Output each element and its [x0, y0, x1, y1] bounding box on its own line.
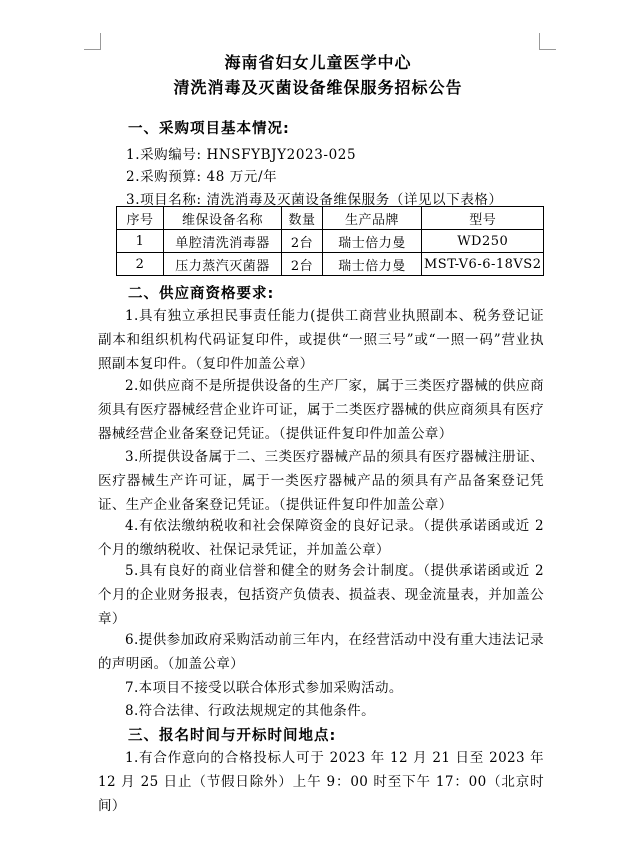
crop-mark-top-left	[84, 33, 101, 50]
document-title-line-1: 海南省妇女儿童医学中心	[224, 53, 412, 72]
section-1-heading: 一、采购项目基本情况:	[128, 121, 290, 137]
table-cell: 1	[117, 230, 164, 253]
table-cell: 瑞士倍力曼	[323, 253, 422, 276]
requirement-paragraph: 3.所提供设备属于二、三类医疗器械产品的须具有医疗器械注册证、医疗器械生产许可证，属于一类医疗器械产品的须具有产品备案登记凭证、生产企业备案登记凭证。（提供证件复印件加盖公章）	[98, 449, 544, 514]
registration-time-paragraph: 1.有合作意向的合格投标人可于 2023 年 12 月 21 日至 2023 年 12 月 25 日止（节假日除外）上午 9：00 时至下午 17：00（北京时间）	[98, 750, 544, 815]
table-header-cell: 生产品牌	[323, 207, 422, 230]
section-2-heading: 二、供应商资格要求:	[128, 286, 275, 302]
procurement-number: 1.采购编号: HNSFYBJY2023-025	[126, 147, 357, 163]
requirement-paragraph: 7.本项目不接受以联合体形式参加采购活动。	[125, 680, 403, 696]
table-row	[117, 230, 544, 253]
table-cell: 瑞士倍力曼	[323, 230, 422, 253]
requirement-paragraph: 5.具有良好的商业信誉和健全的财务会计制度。（提供承诺函或近 2 个月的企业财务报表，包括资产负债表、损益表、现金流量表，并加盖公章）	[98, 563, 544, 628]
requirement-paragraph: 4.有依法缴纳税收和社会保障资金的良好记录。（提供承诺函或近 2 个月的缴纳税收、社保记录凭证，并加盖公章）	[98, 518, 544, 559]
crop-mark-top-right	[539, 33, 556, 50]
project-name: 3.项目名称: 清洗消毒及灭菌设备维保服务（详见以下表格）	[126, 192, 503, 208]
table-header-row	[117, 207, 544, 230]
table-cell: 单腔清洗消毒器	[164, 230, 282, 253]
requirement-paragraph: 6.提供参加政府采购活动前三年内，在经营活动中没有重大违法记录的声明函。（加盖公章）	[98, 632, 544, 673]
requirement-paragraph: 1.具有独立承担民事责任能力(提供工商营业执照副本、税务登记证副本和组织机构代码证复印件，或提供“一照三号”或“一照一码”营业执照副本复印件。（复印件加盖公章）	[98, 308, 544, 373]
table-cell: 2台	[282, 253, 323, 276]
table-cell: 2	[117, 253, 164, 276]
table-header-cell: 型号	[422, 207, 544, 230]
table-header-cell: 数量	[282, 207, 323, 230]
table-row	[117, 253, 544, 276]
table-cell: 压力蒸汽灭菌器	[164, 253, 282, 276]
document-title-line-2: 清洗消毒及灭菌设备维保服务招标公告	[173, 78, 463, 97]
table-header-cell: 序号	[117, 207, 164, 230]
section-3-heading: 三、报名时间与开标时间地点:	[128, 728, 337, 744]
procurement-budget: 2.采购预算: 48 万元/年	[126, 169, 278, 185]
requirement-paragraph: 2.如供应商不是所提供设备的生产厂家，属于三类医疗器械的供应商须具有医疗器械经营企业许可证，属于二类医疗器械的供应商须具有医疗器械经营企业备案登记凭证。（提供证件复印件加盖公章）	[98, 378, 544, 443]
equipment-table	[116, 206, 544, 276]
table-cell: 2台	[282, 230, 323, 253]
requirement-paragraph: 8.符合法律、行政法规规定的其他条件。	[125, 703, 375, 719]
table-cell: MST-V6-6-18VS2	[422, 253, 544, 276]
table-header-cell: 维保设备名称	[164, 207, 282, 230]
table-cell: WD250	[422, 230, 544, 253]
